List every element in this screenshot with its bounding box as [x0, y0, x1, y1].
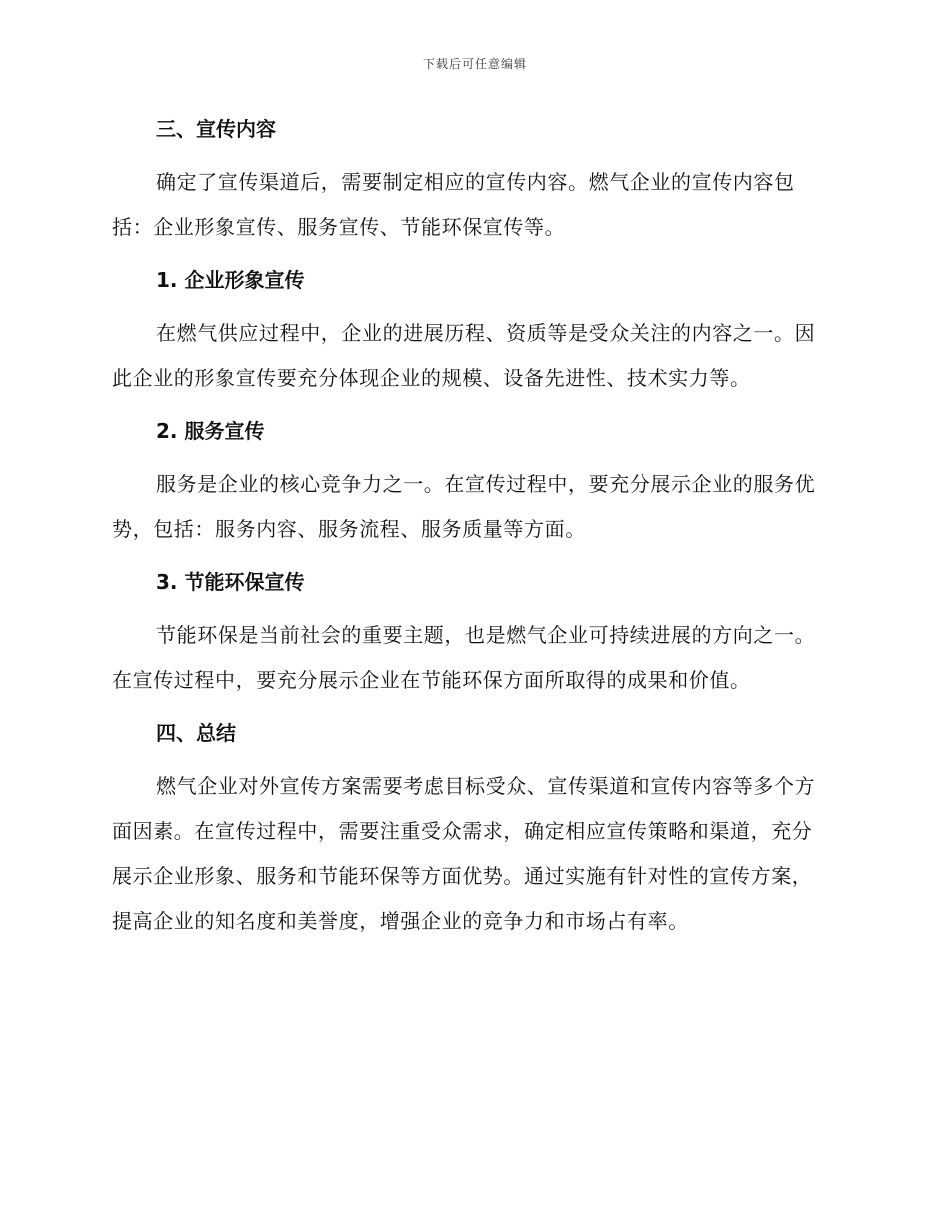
section-heading-promotion-content: 三、宣传内容 [156, 117, 276, 141]
paragraph-corporate-image: 在燃气供应过程中，企业的进展历程、资质等是受众关注的内容之一。因此企业的形象宣传要充分体现企业的规模、设备先进性、技术实力等。 [112, 321, 816, 390]
page-header-note: 下载后可任意编辑 [422, 57, 527, 71]
section-heading-summary: 四、总结 [156, 721, 236, 745]
paragraph-energy-saving: 节能环保是当前社会的重要主题，也是燃气企业可持续进展的方向之一。在宣传过程中，要充分展示企业在节能环保方面所取得的成果和价值。 [112, 623, 816, 692]
subheading-service-promotion: 2. 服务宣传 [156, 419, 265, 443]
paragraph-summary: 燃气企业对外宣传方案需要考虑目标受众、宣传渠道和宣传内容等多个方面因素。在宣传过程中，需要注重受众需求，确定相应宣传策略和渠道，充分展示企业形象、服务和节能环保等方面优势。通过实施有针对性的宣传方案，提高企业的知名度和美誉度，增强企业的竞争力和市场占有率。 [112, 774, 816, 933]
subheading-corporate-image: 1. 企业形象宣传 [156, 268, 305, 292]
paragraph-promotion-content: 确定了宣传渠道后，需要制定相应的宣传内容。燃气企业的宣传内容包括：企业形象宣传、服务宣传、节能环保宣传等。 [112, 170, 795, 239]
document-body [112, 112, 832, 944]
subheading-energy-saving: 3. 节能环保宣传 [156, 570, 305, 594]
paragraph-service-promotion: 服务是企业的核心竞争力之一。在宣传过程中，要充分展示企业的服务优势，包括：服务内容、服务流程、服务质量等方面。 [112, 472, 816, 541]
